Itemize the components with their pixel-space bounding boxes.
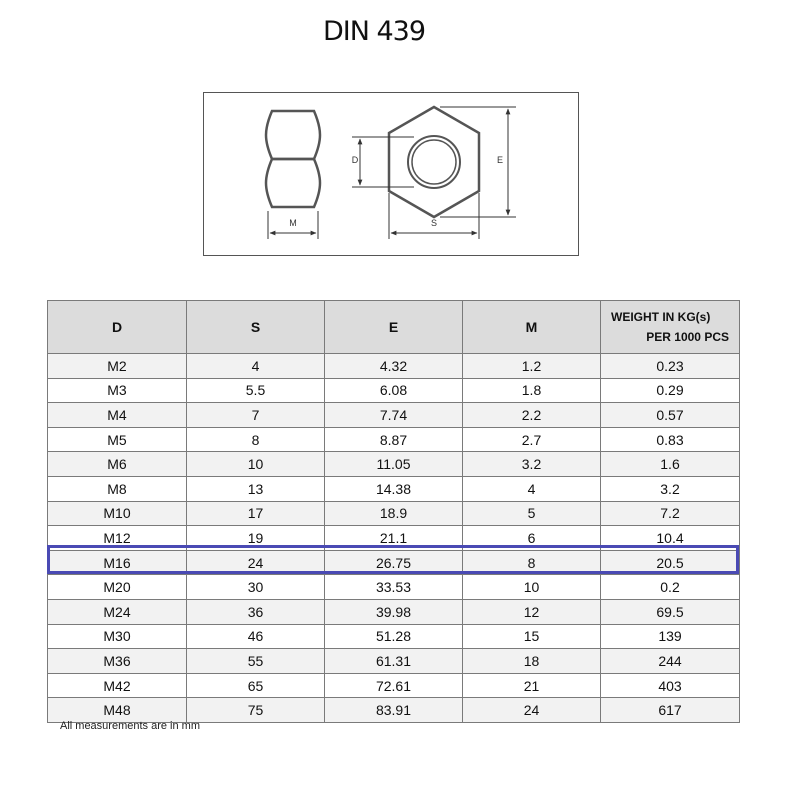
cell-d: M3 [48,378,187,403]
header-weight-line1: WEIGHT IN KG(s) [611,310,711,324]
cell-e: 6.08 [325,378,463,403]
table-row-highlighted [48,550,740,575]
m-dim-label: M [289,218,297,228]
nut-side-view [266,111,320,207]
table-row [48,501,740,526]
cell-s: 4 [187,354,325,379]
cell-d: M48 [48,698,187,723]
cell-s: 46 [187,624,325,649]
header-weight-line2: PER 1000 PCS [646,330,729,344]
cell-d: M2 [48,354,187,379]
cell-e: 72.61 [325,673,463,698]
cell-s: 19 [187,526,325,551]
cell-s: 30 [187,575,325,600]
cell-m: 15 [463,624,601,649]
cell-m: 2.2 [463,403,601,428]
table-row [48,649,740,674]
cell-weight: 0.83 [601,427,740,452]
s-dim-label: S [430,218,438,228]
cell-m: 6 [463,526,601,551]
nut-front-view [389,107,479,217]
cell-e: 11.05 [325,452,463,477]
cell-weight: 3.2 [601,476,740,501]
cell-weight: 1.6 [601,452,740,477]
cell-weight: 10.4 [601,526,740,551]
cell-e: 18.9 [325,501,463,526]
cell-d: M20 [48,575,187,600]
cell-s: 65 [187,673,325,698]
cell-d: M16 [48,550,187,575]
cell-s: 5.5 [187,378,325,403]
cell-s: 8 [187,427,325,452]
table-row [48,624,740,649]
header-weight [601,301,740,354]
cell-weight: 7.2 [601,501,740,526]
cell-s: 36 [187,599,325,624]
cell-d: M36 [48,649,187,674]
cell-weight: 0.57 [601,403,740,428]
cell-m: 2.7 [463,427,601,452]
header-d: D [48,301,187,354]
table-row [48,526,740,551]
cell-weight: 617 [601,698,740,723]
cell-e: 61.31 [325,649,463,674]
cell-m: 21 [463,673,601,698]
cell-d: M42 [48,673,187,698]
table-row [48,403,740,428]
table-row [48,698,740,723]
page-title: DIN 439 [322,16,426,47]
cell-s: 7 [187,403,325,428]
d-dim-label: D [351,155,359,165]
table-row [48,575,740,600]
cell-e: 8.87 [325,427,463,452]
cell-d: M8 [48,476,187,501]
din439-spec-table [47,300,740,723]
cell-d: M4 [48,403,187,428]
table-header-row [48,301,740,354]
table-row [48,354,740,379]
cell-weight: 0.23 [601,354,740,379]
cell-m: 4 [463,476,601,501]
table-row [48,476,740,501]
cell-m: 10 [463,575,601,600]
hex-nut-drawing [203,92,579,256]
hex-nut-diagram [204,93,580,257]
cell-d: M5 [48,427,187,452]
cell-s: 17 [187,501,325,526]
cell-e: 33.53 [325,575,463,600]
table-row [48,452,740,477]
cell-e: 4.32 [325,354,463,379]
cell-d: M6 [48,452,187,477]
table-row [48,427,740,452]
table-row [48,599,740,624]
cell-e: 26.75 [325,550,463,575]
cell-s: 13 [187,476,325,501]
cell-s: 55 [187,649,325,674]
cell-m: 8 [463,550,601,575]
cell-d: M12 [48,526,187,551]
cell-weight: 0.29 [601,378,740,403]
cell-m: 1.8 [463,378,601,403]
header-e: E [325,301,463,354]
table-row [48,378,740,403]
cell-e: 21.1 [325,526,463,551]
cell-m: 1.2 [463,354,601,379]
cell-weight: 69.5 [601,599,740,624]
cell-d: M24 [48,599,187,624]
cell-m: 3.2 [463,452,601,477]
cell-s: 75 [187,698,325,723]
cell-m: 12 [463,599,601,624]
cell-d: M30 [48,624,187,649]
cell-m: 24 [463,698,601,723]
cell-weight: 0.2 [601,575,740,600]
table-row [48,673,740,698]
cell-weight: 244 [601,649,740,674]
header-m: M [463,301,601,354]
cell-s: 24 [187,550,325,575]
cell-s: 10 [187,452,325,477]
cell-e: 39.98 [325,599,463,624]
cell-e: 14.38 [325,476,463,501]
cell-e: 83.91 [325,698,463,723]
header-s: S [187,301,325,354]
cell-weight: 139 [601,624,740,649]
cell-d: M10 [48,501,187,526]
cell-m: 5 [463,501,601,526]
cell-weight: 403 [601,673,740,698]
d-dimension [352,137,414,187]
e-dim-label: E [496,155,504,165]
cell-weight: 20.5 [601,550,740,575]
cell-e: 7.74 [325,403,463,428]
cell-m: 18 [463,649,601,674]
cell-e: 51.28 [325,624,463,649]
units-footnote: All measurements are in mm [60,720,200,732]
